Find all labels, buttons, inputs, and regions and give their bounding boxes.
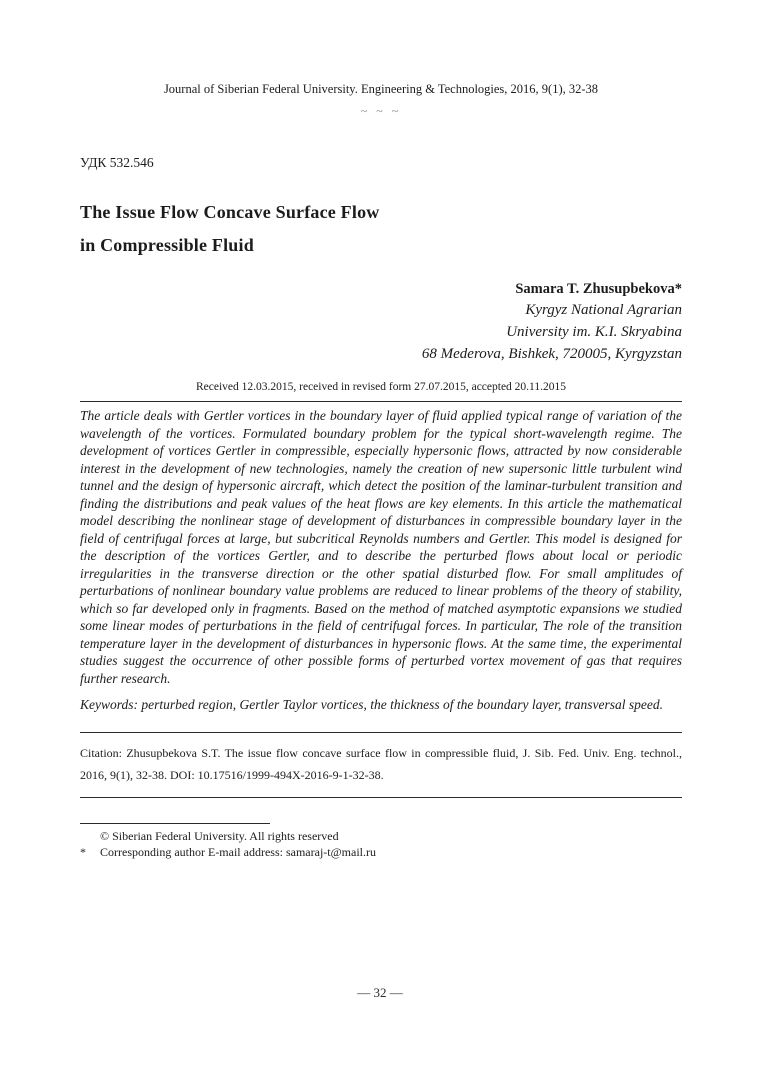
author-block xyxy=(80,279,682,365)
citation-text: Citation: Zhusupbekova S.T. The issue flow concave surface flow in compressible fluid, J. Sib. Fed. Univ. Eng. technol., 2016, 9(1), 32-38. DOI: 10.17516/1999-494X-2016-9-1-32-38. xyxy=(80,745,682,782)
footnote-asterisk-marker: * xyxy=(80,845,86,859)
article-title-line1: The Issue Flow Concave Surface Flow xyxy=(80,202,380,222)
author-affiliation-line-3: 68 Mederova, Bishkek, 720005, Kyrgyzstan xyxy=(421,346,682,362)
citation-section xyxy=(80,732,682,798)
copyright-marker-spacer xyxy=(80,828,100,845)
corresponding-author-text: Corresponding author E-mail address: samaraj-t@mail.ru xyxy=(100,845,376,859)
page-number: — 32 — xyxy=(357,985,403,1000)
received-dates: Received 12.03.2015, received in revised form 27.07.2015, accepted 20.11.2015 xyxy=(195,381,567,393)
ornament-divider: ~ ~ ~ xyxy=(360,104,402,118)
abstract-text: The article deals with Gertler vortices in the boundary layer of fluid applied typical range of variation of the wavelength of the vortices. Formulated boundary problem for the typical short-wavelength regime. The development of vortices Gertler in compressible, especially hypersonic flows, attracted by now considerable interest in the development of new technologies, namely the creation of new supersonic little turbulent wind tunnel and the design of hypersonic aircraft, which detect the position of the laminar-turbulent transition and finding the distributions and peak values of the heat flows are key elements. In this article the mathematical model describing the nonlinear stage of development of disturbances in compressible boundary layer in the field of centrifugal forces at large, but subcritical Reynolds numbers and Gertler. This model is designed for the description of the vortices Gertler, and to describe the perturbed flows about local or periodic irregularities in the transverse direction or the other spatial disturbed flow. For small amplitudes of perturbations of nonlinear boundary value problems are reduced to linear problems of the theory of stability, which so far developed only in fragments. Based on the method of matched asymptotic expansions we studied some linear modes of perturbations in the field of centrifugal forces. In particular, The role of the transition temperature layer in the development of disturbances in hypersonic flows. At the same time, the experimental studies suggest the occurrence of other possible forms of perturbed vortex movement of gas that requires further research. xyxy=(80,408,682,686)
abstract-section xyxy=(80,401,682,714)
article-title-line2: in Compressible Fluid xyxy=(80,235,254,255)
author-affiliation-line-2: University im. K.I. Skryabina xyxy=(506,324,682,340)
author-name: Samara T. Zhusupbekova* xyxy=(515,281,682,297)
footnote-block xyxy=(80,823,682,861)
udc-code: УДК 532.546 xyxy=(80,155,154,170)
copyright-line xyxy=(80,828,682,845)
keywords-text: Keywords: perturbed region, Gertler Taylor vortices, the thickness of the boundary layer, transversal speed. xyxy=(80,697,664,712)
article-title xyxy=(80,196,682,262)
journal-header: Journal of Siberian Federal University. Engineering & Technologies, 2016, 9(1), 32-38 xyxy=(163,82,599,96)
copyright-text: © Siberian Federal University. All rights reserved xyxy=(100,828,339,843)
corresponding-author-line xyxy=(80,844,682,861)
author-affiliation-line-1: Kyrgyz National Agrarian xyxy=(525,302,682,318)
footnote-rule xyxy=(80,823,270,824)
page-content xyxy=(80,0,682,861)
